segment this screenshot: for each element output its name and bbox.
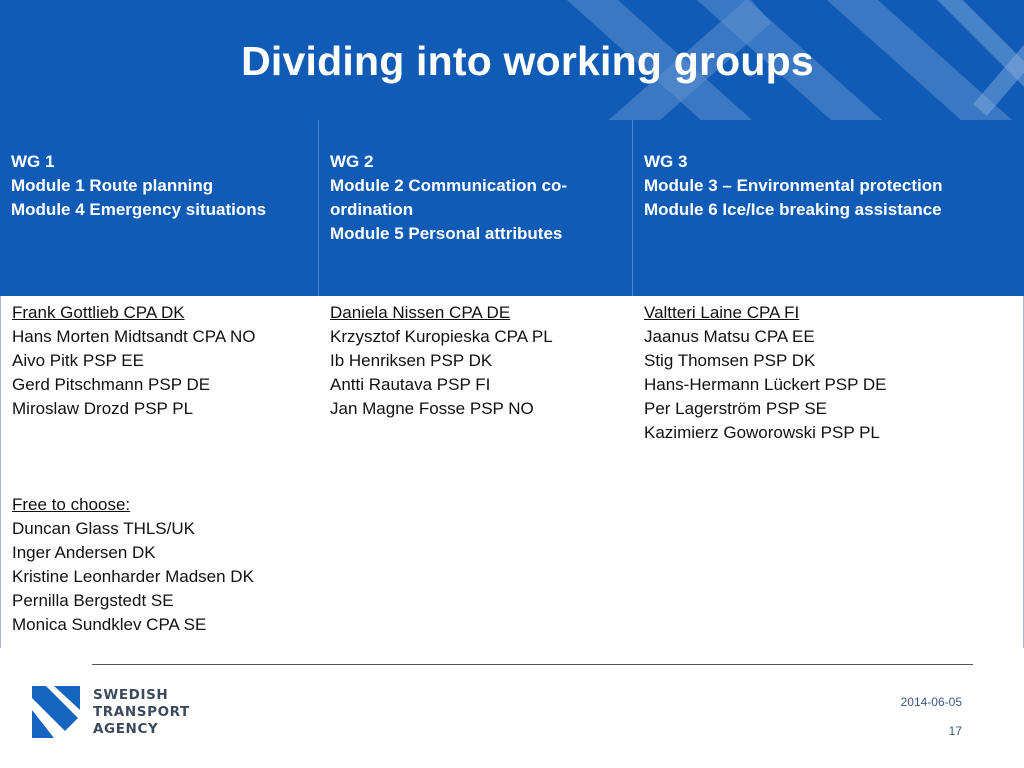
list-item: Monica Sundklev CPA SE xyxy=(12,615,207,634)
list-item: Antti Rautava PSP FI xyxy=(330,375,491,394)
wg2-members xyxy=(330,301,630,421)
list-item: Hans Morten Midtsandt CPA NO xyxy=(12,327,256,346)
wg3-members xyxy=(644,301,1014,445)
list-item: Jaanus Matsu CPA EE xyxy=(644,327,815,346)
free-to-choose-heading: Free to choose: xyxy=(12,495,131,514)
wg2-module: Module 5 Personal attributes xyxy=(330,224,563,243)
list-item: Jan Magne Fosse PSP NO xyxy=(330,399,534,418)
agency-logo-icon xyxy=(32,686,80,738)
list-item: Ib Henriksen PSP DK xyxy=(330,351,493,370)
list-item: Krzysztof Kuropieska CPA PL xyxy=(330,327,553,346)
wg2-module: ordination xyxy=(330,200,414,219)
wg1-module: Module 1 Route planning xyxy=(11,176,214,195)
wg2-leader: Daniela Nissen CPA DE xyxy=(330,303,511,322)
wg1-module: Module 4 Emergency situations xyxy=(11,200,267,219)
wg3-name: WG 3 xyxy=(644,152,688,171)
logo-line: TRANSPORT xyxy=(93,704,190,720)
members-row xyxy=(0,296,1024,648)
wg1-name: WG 1 xyxy=(11,152,55,171)
working-groups-header-row xyxy=(0,120,1024,296)
list-item: Per Lagerström PSP SE xyxy=(644,399,827,418)
list-item: Pernilla Bergstedt SE xyxy=(12,591,174,610)
wg1-leader: Frank Gottlieb CPA DK xyxy=(12,303,185,322)
list-item: Kristine Leonharder Madsen DK xyxy=(12,567,254,586)
list-item: Gerd Pitschmann PSP DE xyxy=(12,375,211,394)
wg3-leader: Valtteri Laine CPA FI xyxy=(644,303,800,322)
agency-logo xyxy=(32,686,192,738)
slide-header xyxy=(0,0,1024,120)
wg3-module: Module 6 Ice/Ice breaking assistance xyxy=(644,200,942,219)
wg2-header xyxy=(318,120,632,296)
agency-logo-text xyxy=(93,687,190,738)
wg1-header xyxy=(0,120,318,296)
slide-date: 2014-06-05 xyxy=(900,695,962,709)
wg3-header xyxy=(632,120,1024,296)
logo-line: SWEDISH xyxy=(93,687,169,703)
wg1-members xyxy=(12,301,317,421)
wg2-name: WG 2 xyxy=(330,152,374,171)
page-title: Dividing into working groups xyxy=(241,38,814,84)
list-item: Kazimierz Goworowski PSP PL xyxy=(644,423,880,442)
wg2-module: Module 2 Communication co- xyxy=(330,176,568,195)
list-item: Stig Thomsen PSP DK xyxy=(644,351,816,370)
free-to-choose-list xyxy=(12,493,254,637)
list-item: Aivo Pitk PSP EE xyxy=(12,351,144,370)
list-item: Hans-Hermann Lückert PSP DE xyxy=(644,375,887,394)
list-item: Duncan Glass THLS/UK xyxy=(12,519,195,538)
logo-line: AGENCY xyxy=(93,721,159,737)
wg3-module: Module 3 – Environmental protection xyxy=(644,176,943,195)
list-item: Miroslaw Drozd PSP PL xyxy=(12,399,194,418)
page-number: 17 xyxy=(948,724,962,738)
footer-divider xyxy=(92,664,973,665)
list-item: Inger Andersen DK xyxy=(12,543,156,562)
